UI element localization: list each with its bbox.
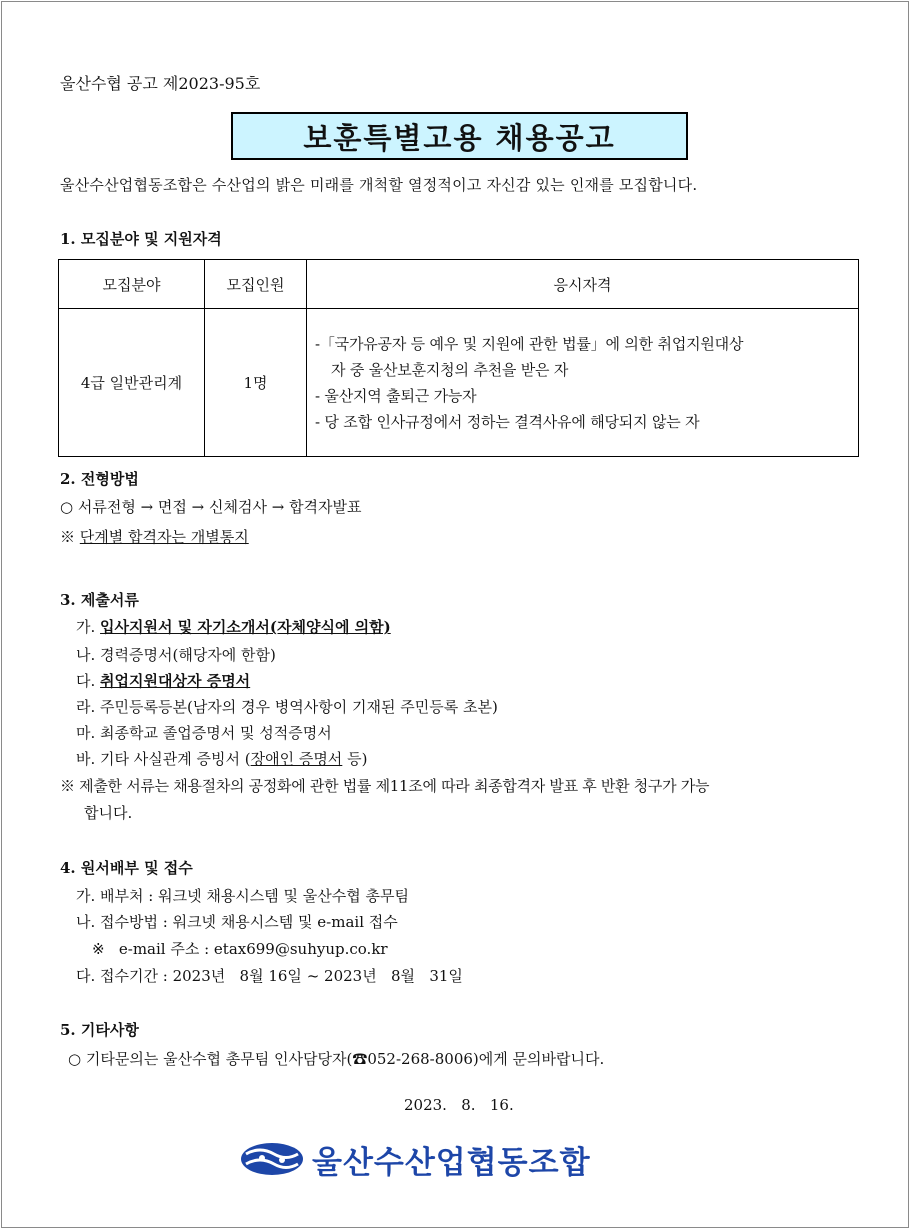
contact-info: ○ 기타문의는 울산수협 총무팀 인사담당자(☎052-268-8006)에게 문의바랍니다.: [68, 1050, 605, 1068]
note-mark: ※: [60, 528, 76, 546]
section2-heading: 2. 전형방법: [60, 470, 139, 488]
cell-field: 4급 일반관리계: [59, 309, 205, 457]
organization-name: 울산수산업협동조합: [312, 1144, 591, 1181]
announcement-date: 2023. 8. 16.: [404, 1096, 514, 1114]
table-header-row: [59, 260, 859, 309]
recruitment-table: [58, 259, 859, 457]
section4-heading: 4. 원서배부 및 접수: [60, 859, 193, 877]
selection-steps: ○ 서류전형 → 면접 → 신체검사 → 합격자발표: [60, 498, 362, 516]
organization-logo: [240, 1139, 591, 1179]
qualification-item: - 당 조합 인사규정에서 정하는 결격사유에 해당되지 않는 자: [315, 412, 700, 431]
selection-note: [60, 527, 249, 547]
document-item-b: 나. 경력증명서(해당자에 한함): [76, 646, 276, 664]
table-row: [59, 309, 859, 457]
documents-note-cont: 합니다.: [84, 804, 133, 822]
qualification-item: 자 중 울산보훈지청의 추천을 받은 자: [331, 360, 569, 379]
header-field: 모집분야: [59, 260, 205, 309]
document-item-f: 바. 기타 사실관계 증빙서 (장애인 증명서 등): [76, 750, 368, 768]
document-item-d: 라. 주민등록등본(남자의 경우 병역사항이 기재된 주민등록 초본): [76, 698, 498, 716]
header-count: 모집인원: [205, 260, 307, 309]
documents-note: ※ 제출한 서류는 채용절차의 공정화에 관한 법률 제11조에 따라 최종합격자 발표 후 반환 청구가 가능: [60, 777, 710, 795]
section5-heading: 5. 기타사항: [60, 1021, 139, 1039]
header-qualification: 응시자격: [307, 260, 859, 309]
distribution-place: 가. 배부처 : 워크넷 채용시스템 및 울산수협 총무팀: [76, 887, 410, 905]
section1-heading: 1. 모집분야 및 지원자격: [60, 230, 222, 248]
document-item-c: 다. 취업지원대상자 증명서: [76, 672, 251, 690]
application-method: 나. 접수방법 : 워크넷 채용시스템 및 e-mail 접수: [76, 913, 398, 931]
qualification-item: -「국가유공자 등 예우 및 지원에 관한 법률」에 의한 취업지원대상: [315, 334, 744, 353]
suhyup-emblem-icon: [240, 1142, 304, 1176]
cell-qualifications: [307, 309, 859, 457]
application-period: 다. 접수기간 : 2023년 8월 16일 ~ 2023년 8월 31일: [76, 967, 463, 985]
note-text: 단계별 합격자는 개별통지: [79, 528, 249, 546]
document-item-e: 마. 최종학교 졸업증명서 및 성적증명서: [76, 724, 332, 742]
cell-count: 1명: [205, 309, 307, 457]
email-address: ※ e-mail 주소 : etax699@suhyup.co.kr: [92, 940, 388, 958]
page-title: 보훈특별고용 채용공고: [231, 112, 688, 160]
intro-text: 울산수산업협동조합은 수산업의 밝은 미래를 개척할 열정적이고 자신감 있는 인재를 모집합니다.: [60, 176, 698, 194]
document-item-a: 가. 입사지원서 및 자기소개서(자체양식에 의함): [76, 618, 391, 636]
notice-number: 울산수협 공고 제2023-95호: [60, 74, 261, 93]
section3-heading: 3. 제출서류: [60, 591, 139, 609]
qualification-item: - 울산지역 출퇴근 가능자: [315, 386, 477, 405]
